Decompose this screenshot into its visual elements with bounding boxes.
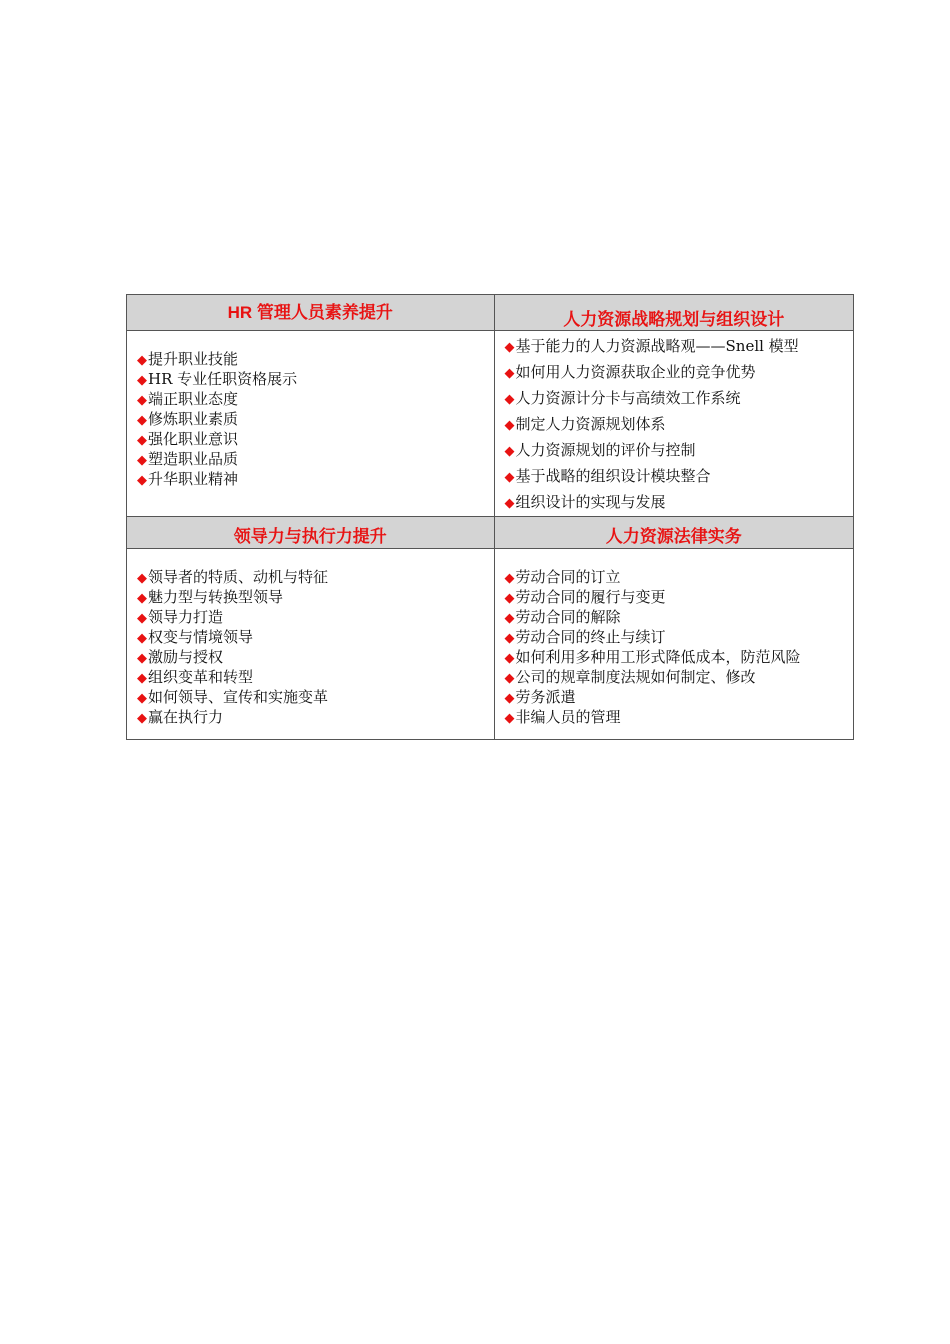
- topic-item: [137, 470, 494, 490]
- header-cell-hr-strategy: [494, 295, 854, 331]
- topic-item: [505, 438, 854, 464]
- topic-item: [137, 688, 494, 708]
- topic-list-hr-literacy: [127, 331, 494, 490]
- diamond-bullet-icon: ◆: [137, 671, 147, 686]
- topic-text: 强化职业意识: [148, 430, 239, 448]
- diamond-bullet-icon: ◆: [504, 418, 515, 433]
- topic-text: 劳动合同的解除: [515, 608, 621, 626]
- diamond-bullet-icon: ◆: [137, 413, 147, 428]
- topic-item: [137, 390, 494, 410]
- topic-text: 基于战略的组织设计模块整合: [515, 467, 711, 485]
- topic-item: [505, 490, 854, 516]
- diamond-bullet-icon: ◆: [137, 373, 147, 388]
- topic-list-hr-strategy: [495, 331, 854, 516]
- topic-text: 领导者的特质、动机与特征: [148, 568, 329, 586]
- diamond-bullet-icon: ◆: [504, 366, 515, 381]
- diamond-bullet-icon: ◆: [137, 473, 147, 488]
- section-title-labor-law: 人力资源法律实务: [605, 527, 742, 546]
- topic-item: [505, 668, 854, 688]
- topic-item: [137, 708, 494, 728]
- header-row-2: [127, 517, 854, 549]
- topic-list-labor-law: [495, 549, 854, 728]
- topic-item: [137, 370, 494, 390]
- diamond-bullet-icon: ◆: [504, 470, 515, 485]
- diamond-bullet-icon: ◆: [137, 433, 147, 448]
- topic-text: HR 专业任职资格展示: [148, 370, 298, 388]
- topic-item: [505, 568, 854, 588]
- content-cell-hr-strategy: [494, 331, 854, 517]
- topic-text: 劳动合同的订立: [515, 568, 621, 586]
- content-row-2: [127, 549, 854, 740]
- topic-text: 赢在执行力: [148, 708, 224, 726]
- diamond-bullet-icon: ◆: [504, 340, 515, 355]
- topic-text: 升华职业精神: [148, 470, 239, 488]
- topic-item: [505, 628, 854, 648]
- topic-item: [137, 568, 494, 588]
- header-cell-leadership: [127, 517, 495, 549]
- topic-text: 领导力打造: [148, 608, 224, 626]
- topic-text: 人力资源计分卡与高绩效工作系统: [515, 389, 741, 407]
- topic-text: 劳务派遣: [515, 688, 576, 706]
- topic-item: [137, 588, 494, 608]
- diamond-bullet-icon: ◆: [137, 393, 147, 408]
- topic-item: [505, 588, 854, 608]
- diamond-bullet-icon: ◆: [504, 571, 515, 586]
- diamond-bullet-icon: ◆: [504, 671, 515, 686]
- topic-item: [505, 464, 854, 490]
- topic-text: 非编人员的管理: [515, 708, 621, 726]
- content-cell-labor-law: [494, 549, 854, 740]
- section-title-hr-strategy: 人力资源战略规划与组织设计: [563, 310, 785, 329]
- topic-item: [505, 412, 854, 438]
- topic-text: 提升职业技能: [148, 350, 239, 368]
- diamond-bullet-icon: ◆: [504, 711, 515, 726]
- diamond-bullet-icon: ◆: [504, 496, 515, 511]
- topic-text: 权变与情境领导: [148, 628, 254, 646]
- topic-item: [137, 430, 494, 450]
- diamond-bullet-icon: ◆: [137, 571, 147, 586]
- topic-item: [505, 386, 854, 412]
- diamond-bullet-icon: ◆: [137, 453, 147, 468]
- topic-text: 制定人力资源规划体系: [515, 415, 666, 433]
- topic-item: [505, 708, 854, 728]
- diamond-bullet-icon: ◆: [504, 611, 515, 626]
- diamond-bullet-icon: ◆: [504, 392, 515, 407]
- diamond-bullet-icon: ◆: [504, 651, 515, 666]
- topic-item: [505, 608, 854, 628]
- diamond-bullet-icon: ◆: [137, 631, 147, 646]
- topic-item: [137, 628, 494, 648]
- diamond-bullet-icon: ◆: [137, 611, 147, 626]
- topic-list-leadership: [127, 549, 494, 728]
- topic-item: [505, 688, 854, 708]
- topic-item: [137, 608, 494, 628]
- topic-item: [137, 410, 494, 430]
- course-topics-table: [126, 294, 854, 740]
- diamond-bullet-icon: ◆: [137, 691, 147, 706]
- topic-text: 公司的规章制度法规如何制定、修改: [515, 668, 756, 686]
- topic-item: [505, 648, 854, 668]
- content-cell-hr-literacy: [127, 331, 495, 517]
- diamond-bullet-icon: ◆: [137, 651, 147, 666]
- topic-text: 端正职业态度: [148, 390, 239, 408]
- topic-text: 人力资源规划的评价与控制: [515, 441, 696, 459]
- diamond-bullet-icon: ◆: [504, 591, 515, 606]
- diamond-bullet-icon: ◆: [137, 591, 147, 606]
- topic-item: [137, 350, 494, 370]
- topic-text: 塑造职业品质: [148, 450, 239, 468]
- header-cell-labor-law: [494, 517, 854, 549]
- content-row-1: [127, 331, 854, 517]
- topic-text: 如何用人力资源获取企业的竞争优势: [515, 363, 756, 381]
- content-cell-leadership: [127, 549, 495, 740]
- header-cell-hr-literacy: [127, 295, 495, 331]
- header-row-1: [127, 295, 854, 331]
- section-title-leadership: 领导力与执行力提升: [233, 527, 387, 546]
- diamond-bullet-icon: ◆: [504, 631, 515, 646]
- topic-text: 激励与授权: [148, 648, 224, 666]
- topic-text: 如何领导、宣传和实施变革: [148, 688, 329, 706]
- topic-text: 劳动合同的履行与变更: [515, 588, 666, 606]
- topic-text: 组织设计的实现与发展: [515, 493, 666, 511]
- diamond-bullet-icon: ◆: [504, 444, 515, 459]
- topic-item: [505, 360, 854, 386]
- topic-text: 修炼职业素质: [148, 410, 239, 428]
- topic-text: 如何利用多种用工形式降低成本，防范风险: [515, 648, 801, 666]
- section-title-hr-literacy: HR 管理人员素养提升: [227, 303, 393, 322]
- topic-text: 劳动合同的终止与续订: [515, 628, 666, 646]
- topic-text: 魅力型与转换型领导: [148, 588, 284, 606]
- topic-item: [137, 450, 494, 470]
- topic-text: 组织变革和转型: [148, 668, 254, 686]
- diamond-bullet-icon: ◆: [137, 353, 147, 368]
- topic-text: 基于能力的人力资源战略观——Snell 模型: [515, 337, 799, 355]
- topic-item: [505, 334, 854, 360]
- topic-item: [137, 668, 494, 688]
- diamond-bullet-icon: ◆: [137, 711, 147, 726]
- diamond-bullet-icon: ◆: [504, 691, 515, 706]
- topic-item: [137, 648, 494, 668]
